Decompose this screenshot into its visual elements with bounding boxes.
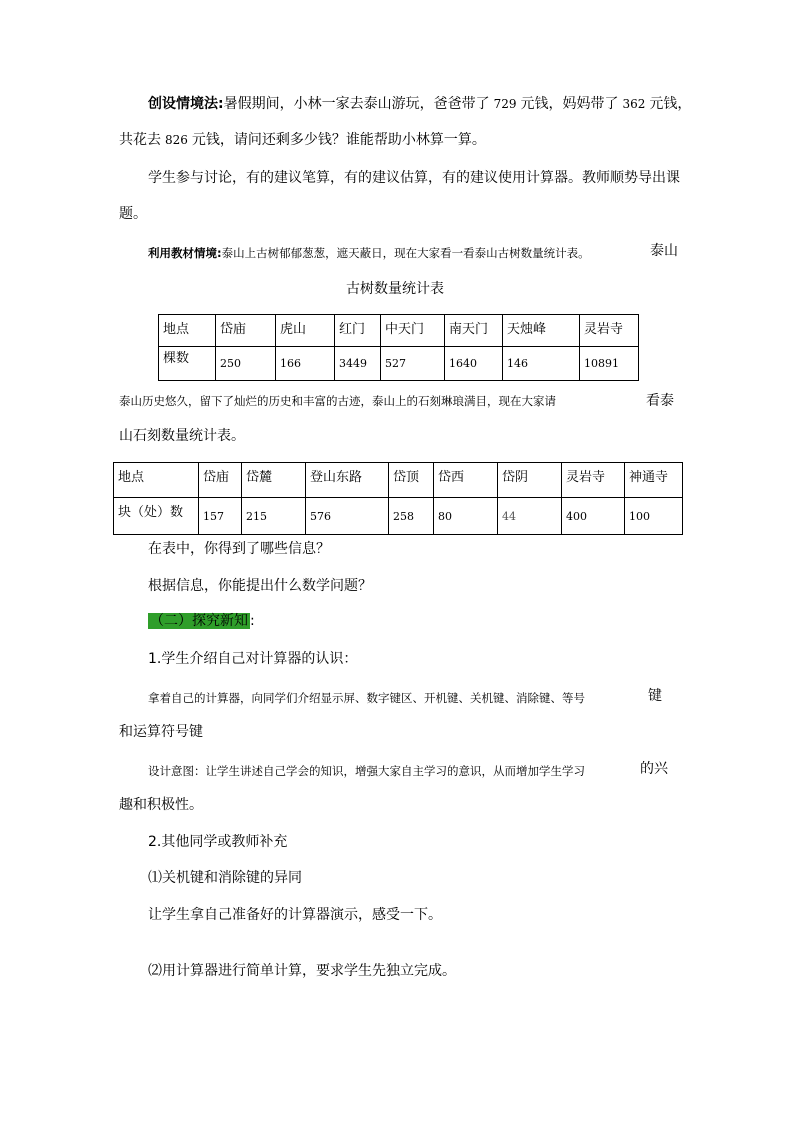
stone-carving-line-1-tail: 看泰: [646, 393, 674, 409]
table-row: [114, 498, 683, 535]
table-cell: 天烛峰: [503, 315, 580, 347]
table-cell: 登山东路: [306, 463, 389, 498]
table-cell: 南天门: [445, 315, 503, 347]
calculator-intro-line-1: 拿着自己的计算器，向同学们介绍显示屏、数字键区、开机键、关机键、消除键、等号: [148, 691, 585, 705]
discussion-line-2: 题。: [119, 206, 147, 222]
table-cell: 岱庙: [199, 463, 242, 498]
question-math: 根据信息，你能提出什么数学问题？: [148, 578, 372, 594]
step-2: 2.其他同学或教师补充: [148, 834, 288, 850]
table-cell: 100: [625, 498, 683, 535]
table-cell: 44: [498, 498, 562, 535]
demo-instruction: 让学生拿自己准备好的计算器演示，感受一下。: [148, 907, 442, 923]
table-cell: 地点: [159, 315, 216, 347]
table-cell: 地点: [114, 463, 199, 498]
table-cell: 400: [562, 498, 625, 535]
stone-carving-table: [113, 462, 683, 535]
table-cell: 157: [199, 498, 242, 535]
calculator-intro-line-1-tail: 键: [648, 688, 662, 704]
calculator-intro-line-2: 和运算符号键: [119, 724, 203, 740]
question-info: 在表中，你得到了哪些信息？: [148, 541, 330, 557]
table-cell: 灵岩寺: [562, 463, 625, 498]
table-cell: 250: [216, 347, 276, 381]
intro-line-2: 共花去 826 元钱，请问还剩多少钱？谁能帮助小林算一算。: [119, 132, 486, 148]
table1-title: 古树数量统计表: [346, 281, 444, 297]
table-cell: 527: [381, 347, 445, 381]
table-row: [159, 315, 639, 347]
table-cell: 岱顶: [389, 463, 434, 498]
table-cell: 1640: [445, 347, 503, 381]
stone-carving-line-2: 山石刻数量统计表。: [119, 428, 245, 444]
table-cell: 神通寺: [625, 463, 683, 498]
method-label: 创设情境法:: [148, 96, 224, 112]
textbook-scenario-line: 利用教材情境:泰山上古树郁郁葱葱，遮天蔽日，现在大家看一看泰山古树数量统计表。: [148, 246, 590, 260]
table-row: [114, 463, 683, 498]
intro-line-1: 创设情境法:暑假期间，小林一家去泰山游玩，爸爸带了 729 元钱，妈妈带了 362 元钱，: [148, 96, 692, 112]
design-intent-line-1-tail: 的兴: [640, 761, 668, 777]
table-cell: 80: [434, 498, 498, 535]
table-cell: 岱阴: [498, 463, 562, 498]
table-cell: 块（处）数: [114, 498, 199, 535]
table-cell: 215: [242, 498, 306, 535]
step-1: 1.学生介绍自己对计算器的认识：: [148, 651, 358, 667]
discussion-line-1: 学生参与讨论，有的建议笔算，有的建议估算，有的建议使用计算器。教师顺势导出课: [148, 170, 680, 186]
textbook-scenario-tail: 泰山: [650, 243, 678, 259]
stone-carving-line-1: 泰山历史悠久，留下了灿烂的历史和丰富的古迹，泰山上的石刻琳琅满目，现在大家请: [119, 394, 556, 408]
table-cell: 中天门: [381, 315, 445, 347]
substep-2: ⑵用计算器进行简单计算，要求学生先独立完成。: [148, 963, 456, 979]
table-cell: 3449: [335, 347, 381, 381]
table-cell: 576: [306, 498, 389, 535]
section-heading: （二）探究新知 :: [150, 613, 255, 629]
table-cell: 岱麓: [242, 463, 306, 498]
table-cell: 红门: [335, 315, 381, 347]
design-intent-line-1: 设计意图：让学生讲述自己学会的知识，增强大家自主学习的意识，从而增加学生学习: [148, 764, 585, 778]
table-cell: 146: [503, 347, 580, 381]
table-row: [159, 347, 639, 381]
design-intent-line-2: 趣和积极性。: [119, 797, 203, 813]
table-cell: 虎山: [276, 315, 335, 347]
ancient-tree-table: [158, 314, 639, 381]
table-cell: 258: [389, 498, 434, 535]
table-cell: 10891: [580, 347, 639, 381]
table-cell: 灵岩寺: [580, 315, 639, 347]
substep-1: ⑴关机键和消除键的异同: [148, 870, 302, 886]
textbook-label: 利用教材情境:: [148, 246, 222, 260]
table-cell: 岱庙: [216, 315, 276, 347]
table-cell: 岱西: [434, 463, 498, 498]
table-cell: 166: [276, 347, 335, 381]
section-highlight: （二）探究新知: [150, 613, 248, 629]
table-cell: 棵数: [159, 347, 216, 381]
